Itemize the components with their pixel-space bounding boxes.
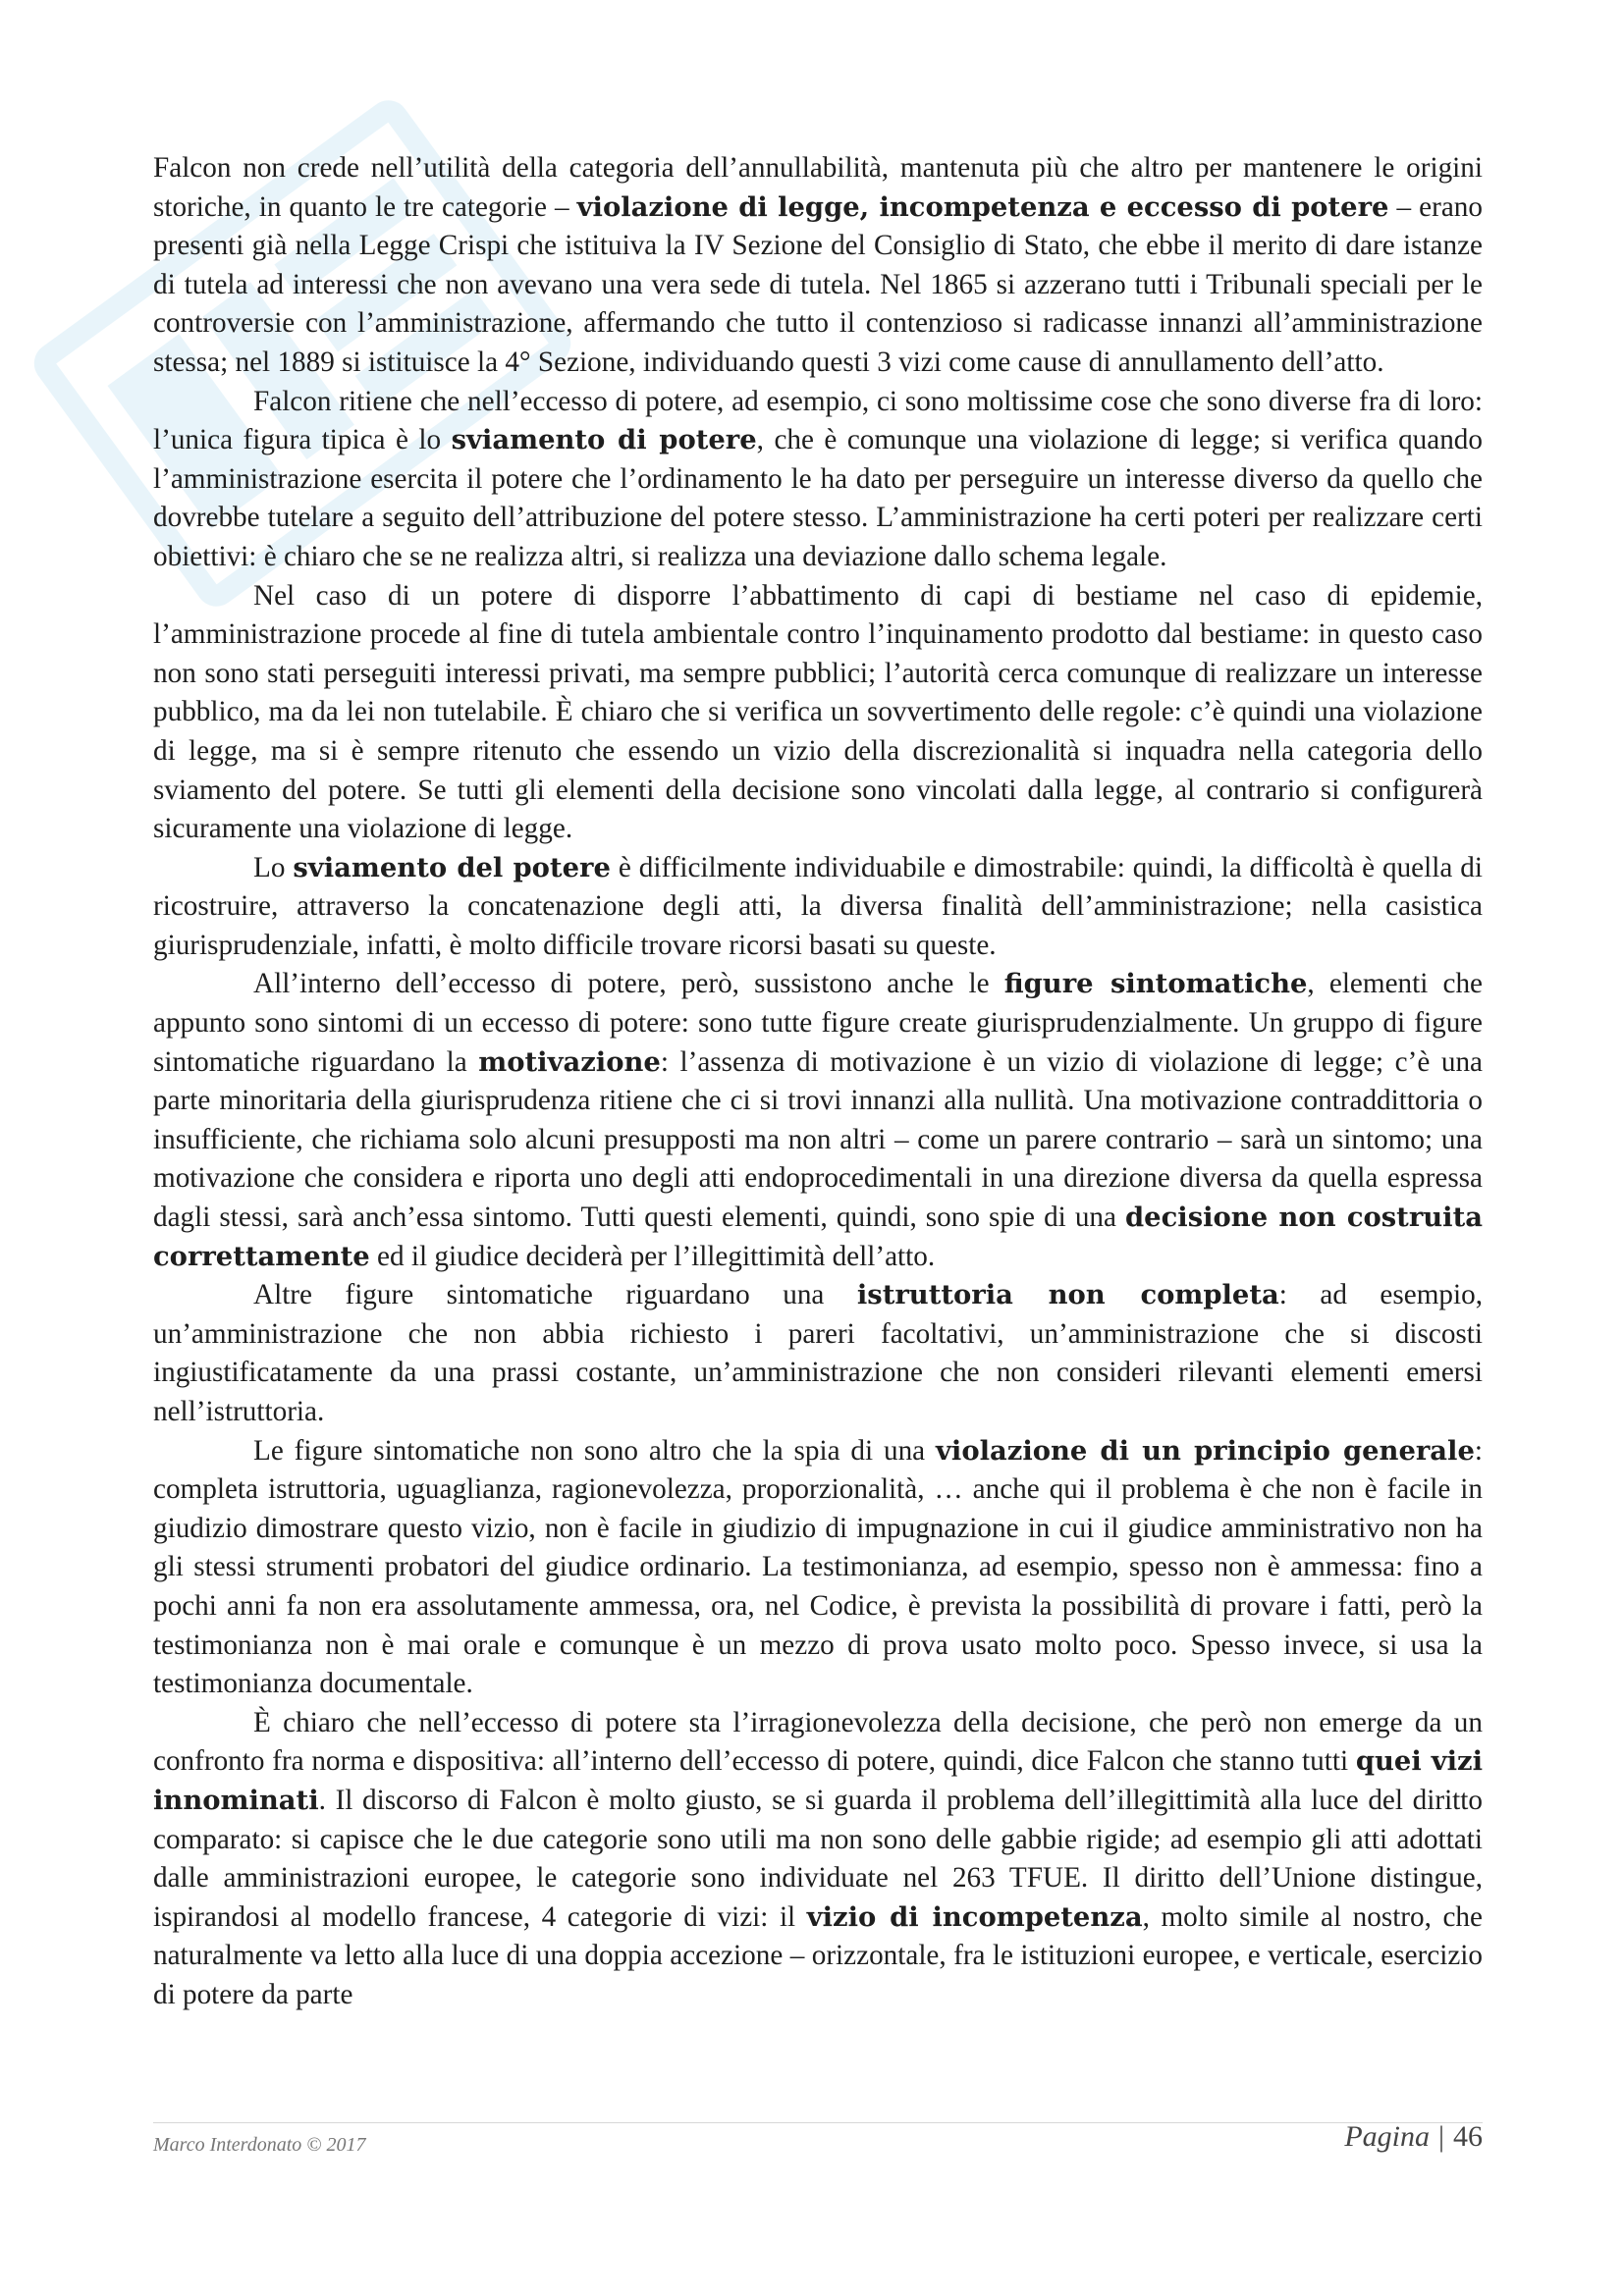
paragraph xyxy=(153,965,1483,1276)
bold-term: decisione non costruita correttamente xyxy=(153,1201,1483,1272)
text-run: è difficilmente individuabile e dimostrabile: quindi, la difficoltà è quella di ricostruire, attraverso la concatenazione degli atti, la diversa finalità dell’amministrazione; nella casistica giurisprudenziale, infatti, è molto difficile trovare ricorsi basati su queste. xyxy=(153,851,1483,961)
document-body xyxy=(153,149,1483,2015)
page-label: Pagina xyxy=(1344,2120,1430,2153)
text-run: Nel caso di un potere di disporre l’abbattimento di capi di bestiame nel caso di epidemie, l’amministrazione procede al fine di tutela ambientale contro l’inquinamento prodotto dal bestiame: in questo caso non sono stati perseguiti interessi privati, ma sempre pubblici; l’autorità cerca comunque di realizzare un interesse pubblico, ma da lei non tutelabile. È chiaro che si verifica un sovvertimento delle regole: c’è quindi una violazione di legge, ma si è sempre ritenuto che essendo un vizio della discrezionalità si inquadra nella categoria dello sviamento del potere. Se tutti gli elementi della decisione sono vincolati dalla legge, al contrario si configurerà sicuramente una violazione di legge. xyxy=(153,579,1483,845)
text-run: . Il discorso di Falcon è molto giusto, se si guarda il problema dell’illegittimità alla luce del diritto comparato: si capisce che le due categorie sono utili ma non sono delle gabbie rigide; ad esempio gli atti adottati dalle amministrazioni europee, le categorie sono individuate nel 263 TFUE. Il diritto dell’Unione distingue, ispirandosi al modello francese, 4 categorie di vizi: il xyxy=(153,1784,1483,1933)
text-run: : l’assenza di motivazione è un vizio di violazione di legge; c’è una parte minoritaria della giurisprudenza ritiene che ci si trovi innanzi alla nullità. Una motivazione contraddittoria o insufficiente, che richiama solo alcuni presupposti ma non altri – come un parere contrario – sarà un sintomo; una motivazione che considera e riporta uno degli atti endoprocedimentali in una direzione diversa da quella espressa dagli stessi, sarà anch’essa sintomo. Tutti questi elementi, quindi, sono spie di una xyxy=(153,1045,1483,1234)
text-run: : completa istruttoria, uguaglianza, ragionevolezza, proporzionalità, … anche qui il problema è che non è facile in giudizio dimostrare questo vizio, non è facile in giudizio di impugnazione in cui il giudice amministrativo non ha gli stessi strumenti probatori del giudice ordinario. La testimonianza, ad esempio, spesso non è ammessa: fino a pochi anni fa non era assolutamente ammessa, ora, nel Codice, è prevista la possibilità di provare i fatti, però la testimonianza non è mai orale e comunque è un mezzo di prova usato molto poco. Spesso invece, si usa la testimonianza documentale. xyxy=(153,1434,1483,1700)
paragraph xyxy=(153,1276,1483,1431)
page-number-block xyxy=(1344,2120,1483,2154)
paragraph xyxy=(153,383,1483,577)
text-run: , elementi che appunto sono sintomi di un eccesso di potere: sono tutte figure create giurisprudenzialmente. Un gruppo di figure sintomatiche riguardano la xyxy=(153,968,1484,1078)
page-separator: | xyxy=(1437,2120,1444,2153)
paragraph xyxy=(153,1704,1483,2015)
bold-term: sviamento di potere xyxy=(451,424,757,456)
bold-term: violazione di un principio generale xyxy=(936,1434,1475,1467)
text-run: Le figure sintomatiche non sono altro che la spia di una xyxy=(253,1434,937,1467)
paragraph xyxy=(153,577,1483,849)
text-run: È chiaro che nell’eccesso di potere sta l’irragionevolezza della decisione, che però non emerge da un confronto fra norma e dispositiva: all’interno dell’eccesso di potere, quindi, dice Falcon che stanno tutti xyxy=(153,1706,1483,1778)
text-run: ed il giudice deciderà per l’illegittimità dell’atto. xyxy=(369,1240,936,1272)
footer-author: Marco Interdonato © 2017 xyxy=(153,2134,366,2156)
bold-term: violazione di legge, incompetenza e eccesso di potere xyxy=(576,190,1389,223)
text-run: – erano presenti già nella Legge Crispi che istituiva la IV Sezione del Consiglio di Stato, che ebbe il merito di dare istanze di tutela ad interessi che non avevano una vera sede di tutela. Nel 1865 si azzerano tutti i Tribunali speciali per le controversie con l’amministrazione, affermando che tutto il contenzioso si radicasse innanzi all’amministrazione stessa; nel 1889 si istituisce la 4° Sezione, individuando questi 3 vizi come cause di annullamento dell’atto. xyxy=(153,190,1483,378)
paragraph xyxy=(153,1432,1483,1704)
bold-term: sviamento del potere xyxy=(293,851,611,883)
text-run: All’interno dell’eccesso di potere, però, sussistono anche le xyxy=(253,968,1004,1000)
page-number: 46 xyxy=(1453,2120,1483,2153)
paragraph xyxy=(153,149,1483,383)
text-run: Falcon ritiene che nell’eccesso di potere, ad esempio, ci sono moltissime cose che sono diverse fra di loro: l’unica figura tipica è lo xyxy=(153,385,1483,456)
text-run: Altre figure sintomatiche riguardano una xyxy=(253,1279,857,1311)
text-run: : ad esempio, un’amministrazione che non abbia richiesto i pareri facoltativi, un’amministrazione che si discosti ingiustificatamente da una prassi costante, un’amministrazione che non consideri rilevanti elementi emersi nell’istruttoria. xyxy=(153,1279,1483,1427)
bold-term: vizio di incompetenza xyxy=(806,1900,1143,1933)
text-run: Lo xyxy=(253,851,294,883)
footer-divider xyxy=(153,2122,1483,2123)
bold-term: motivazione xyxy=(478,1045,661,1078)
bold-term: istruttoria non completa xyxy=(856,1279,1279,1311)
paragraph xyxy=(153,849,1483,966)
bold-term: figure sintomatiche xyxy=(1003,968,1308,1000)
bold-term: quei vizi innominati xyxy=(153,1745,1483,1816)
text-run: , molto simile al nostro, che naturalmente va letto alla luce di una doppia accezione – orizzontale, fra le istituzioni europee, e verticale, esercizio di potere da parte xyxy=(153,1900,1483,2010)
text-run: , che è comunque una violazione di legge; si verifica quando l’amministrazione esercita il potere che l’ordinamento le ha dato per perseguire un interesse diverso da quello che dovrebbe tutelare a seguito dell’attribuzione del potere stesso. L’amministrazione ha certi poteri per realizzare certi obiettivi: è chiaro che se ne realizza altri, si realizza una deviazione dallo schema legale. xyxy=(153,424,1483,572)
text-run: Falcon non crede nell’utilità della categoria dell’annullabilità, mantenuta più che altro per mantenere le origini storiche, in quanto le tre categorie – xyxy=(153,152,1483,223)
